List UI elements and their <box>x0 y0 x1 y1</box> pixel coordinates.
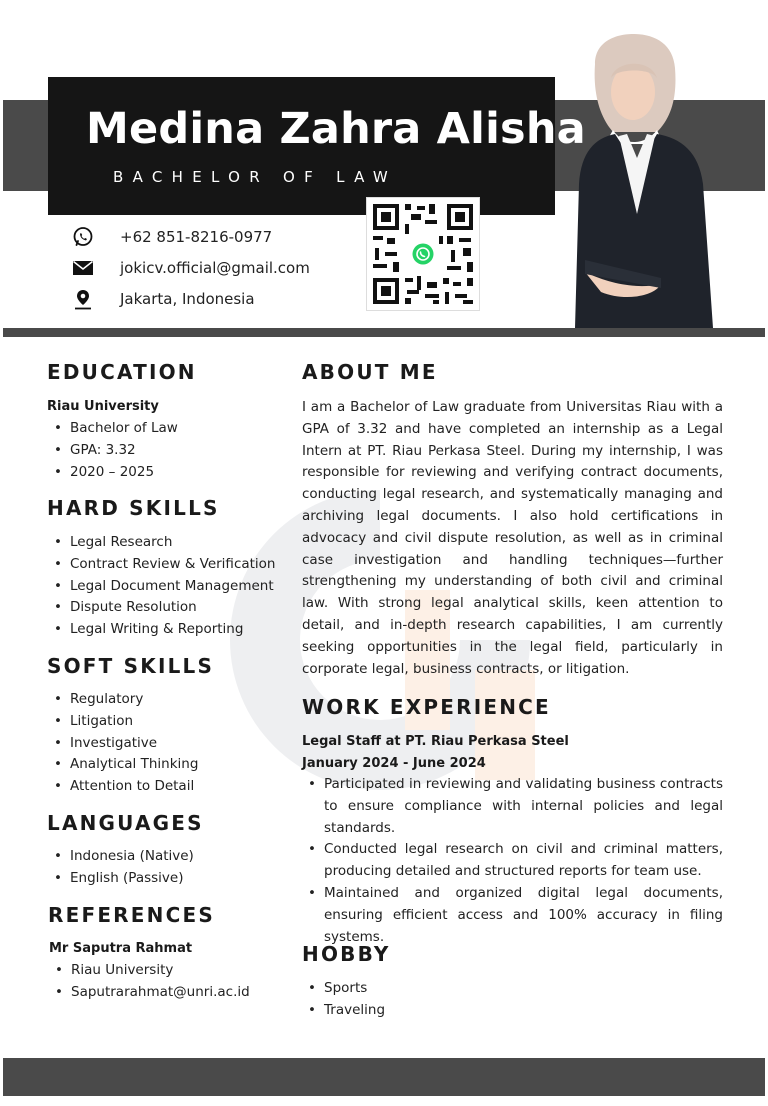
list-item: • Dispute Resolution <box>48 597 276 619</box>
references-heading: REFERENCES <box>48 903 215 927</box>
list-item: • Maintained and organized digital legal documents, ensuring efficient access and 100% accuracy in filing systems. <box>302 883 723 948</box>
degree-subtitle: BACHELOR OF LAW <box>113 168 398 186</box>
education-school: Riau University <box>47 399 159 414</box>
work-position: Legal Staff at PT. Riau Perkasa Steel <box>302 734 569 749</box>
work-period: January 2024 - June 2024 <box>302 756 486 771</box>
person-name: Medina Zahra Alisha <box>86 104 586 154</box>
soft-skills-list <box>48 689 198 798</box>
email-address: jokicv.official@gmail.com <box>120 259 310 277</box>
hard-skills-heading: HARD SKILLS <box>47 496 220 520</box>
list-item: • Contract Review & Verification <box>48 554 276 576</box>
contact-location <box>72 288 255 310</box>
soft-skills-heading: SOFT SKILLS <box>47 654 215 678</box>
references-list <box>49 960 250 1004</box>
contact-phone <box>72 226 272 248</box>
list-item: • Legal Writing & Reporting <box>48 619 276 641</box>
education-heading: EDUCATION <box>47 360 197 384</box>
phone-number: +62 851-8216-0977 <box>120 228 273 246</box>
list-item: • Legal Document Management <box>48 576 276 598</box>
list-item: • Riau University <box>49 960 250 982</box>
qr-code[interactable] <box>366 197 480 311</box>
about-text: I am a Bachelor of Law graduate from Universitas Riau with a GPA of 3.32 and have completed an internship as a Legal Intern at PT. Riau Perkasa Steel. During my internship, I was responsible for reviewing and verifying contract documents, conducting legal research, and systematically managing and archiving legal documents. I also hold certifications in advocacy and civil dispute resolution, as well as in criminal case investigation and handling techniques—further strengthening my understanding of both civil and criminal law. With strong legal analytical skills, keen attention to detail, and in-depth research capabilities, I am currently seeking opportunities in the legal field, particularly in corporate legal, business contracts, or litigation. <box>302 399 723 677</box>
hard-skills-list <box>48 532 276 641</box>
whatsapp-icon <box>72 226 94 248</box>
list-item: • Conducted legal research on civil and criminal matters, producing detailed and structured reports for team use. <box>302 839 723 883</box>
list-item: • 2020 – 2025 <box>48 462 178 484</box>
list-item: • English (Passive) <box>48 868 194 890</box>
location-text: Jakarta, Indonesia <box>120 290 255 308</box>
hobby-list <box>302 978 385 1022</box>
languages-heading: LANGUAGES <box>47 811 204 835</box>
location-pin-icon <box>72 288 94 310</box>
list-item: • Regulatory <box>48 689 198 711</box>
list-item: • Bachelor of Law <box>48 418 178 440</box>
profile-photo <box>565 34 715 328</box>
contact-email <box>72 257 310 279</box>
list-item: • Legal Research <box>48 532 276 554</box>
list-item: • GPA: 3.32 <box>48 440 178 462</box>
about-heading: ABOUT ME <box>302 360 438 384</box>
list-item: • Saputrarahmat@unri.ac.id <box>49 982 250 1004</box>
footer-band <box>3 1058 765 1096</box>
list-item: • Participated in reviewing and validating business contracts to ensure compliance with internal policies and legal standards. <box>302 774 723 839</box>
divider-band <box>3 328 765 337</box>
list-item: • Litigation <box>48 711 198 733</box>
work-heading: WORK EXPERIENCE <box>302 695 551 719</box>
list-item: • Analytical Thinking <box>48 754 198 776</box>
reference-name: Mr Saputra Rahmat <box>49 941 193 956</box>
hobby-heading: HOBBY <box>302 942 391 966</box>
work-duties-list <box>302 774 723 948</box>
mail-icon <box>72 257 94 279</box>
education-list <box>48 418 178 483</box>
list-item: • Indonesia (Native) <box>48 846 194 868</box>
list-item: • Investigative <box>48 733 198 755</box>
list-item: • Traveling <box>302 1000 385 1022</box>
languages-list <box>48 846 194 890</box>
list-item: • Attention to Detail <box>48 776 198 798</box>
list-item: • Sports <box>302 978 385 1000</box>
